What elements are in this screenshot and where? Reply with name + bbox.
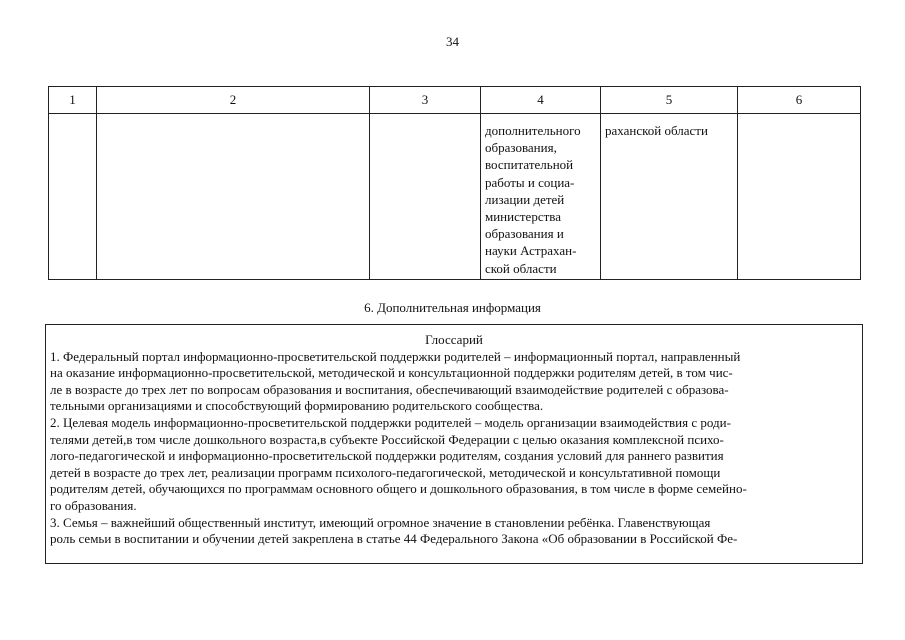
cell-text-4: дополнительного образования, воспитательной работы и социа- лизации детей министерства образования и науки Астрахан- ской области	[485, 123, 581, 276]
table-cell-6	[738, 114, 861, 280]
table-header-row	[49, 87, 861, 114]
column-header-1: 1	[49, 87, 97, 114]
cell-text-5: раханской области	[605, 123, 708, 138]
column-header-2: 2	[97, 87, 370, 114]
table-cell-3	[370, 114, 481, 280]
table-cell-5	[601, 114, 738, 280]
cell-text-1	[49, 114, 96, 124]
cell-text-3	[370, 114, 480, 124]
column-header-5: 5	[601, 87, 738, 114]
table-row	[49, 114, 861, 280]
glossary-box	[45, 324, 863, 564]
table-cell-4	[481, 114, 601, 280]
glossary-text: 1. Федеральный портал информационно-просветительской поддержки родителей – информационный портал, направленный на оказание информационно-просветительской, методической и консультационной поддержки родителям детей, в том чис- ле в возрасте до трех лет по вопросам образования и воспитания, обеспечивающий взаимодействие родителей с образова- тельными организациями и способствующий формированию родительского сообщества. 2. Целевая модель информационно-просветительской поддержки родителей – модель организации взаимодействия с роди- телями детей,в том числе дошкольного возраста,в субъекте Российской Федерации с целью оказания комплексной психо- лого-педагогической и информационно-просветительской поддержки родителям, создания условий для раннего развития детей в возрасте до трех лет, реализации программ психолого-педагогической, методической и консультативной помощи родителям детей, обучающихся по программам основного общего и дошкольного образования, в том числе в форме семейно- го образования. 3. Семья – важнейший общественный институт, имеющий огромное значение в становлении ребёнка. Главенствующая роль семьи в воспитании и обучении детей закреплена в статье 44 Федерального Закона «Об образовании в Российской Фе-	[50, 348, 747, 547]
section-title: 6. Дополнительная информация	[364, 300, 541, 315]
responsibility-table	[48, 86, 861, 280]
column-header-3: 3	[370, 87, 481, 114]
page-number: 34	[446, 34, 459, 49]
column-header-6: 6	[738, 87, 861, 114]
cell-text-2	[97, 114, 369, 124]
glossary-title: Глоссарий	[425, 332, 483, 347]
column-header-4: 4	[481, 87, 601, 114]
cell-text-6	[738, 114, 860, 124]
table-cell-1	[49, 114, 97, 280]
table-cell-2	[97, 114, 370, 280]
